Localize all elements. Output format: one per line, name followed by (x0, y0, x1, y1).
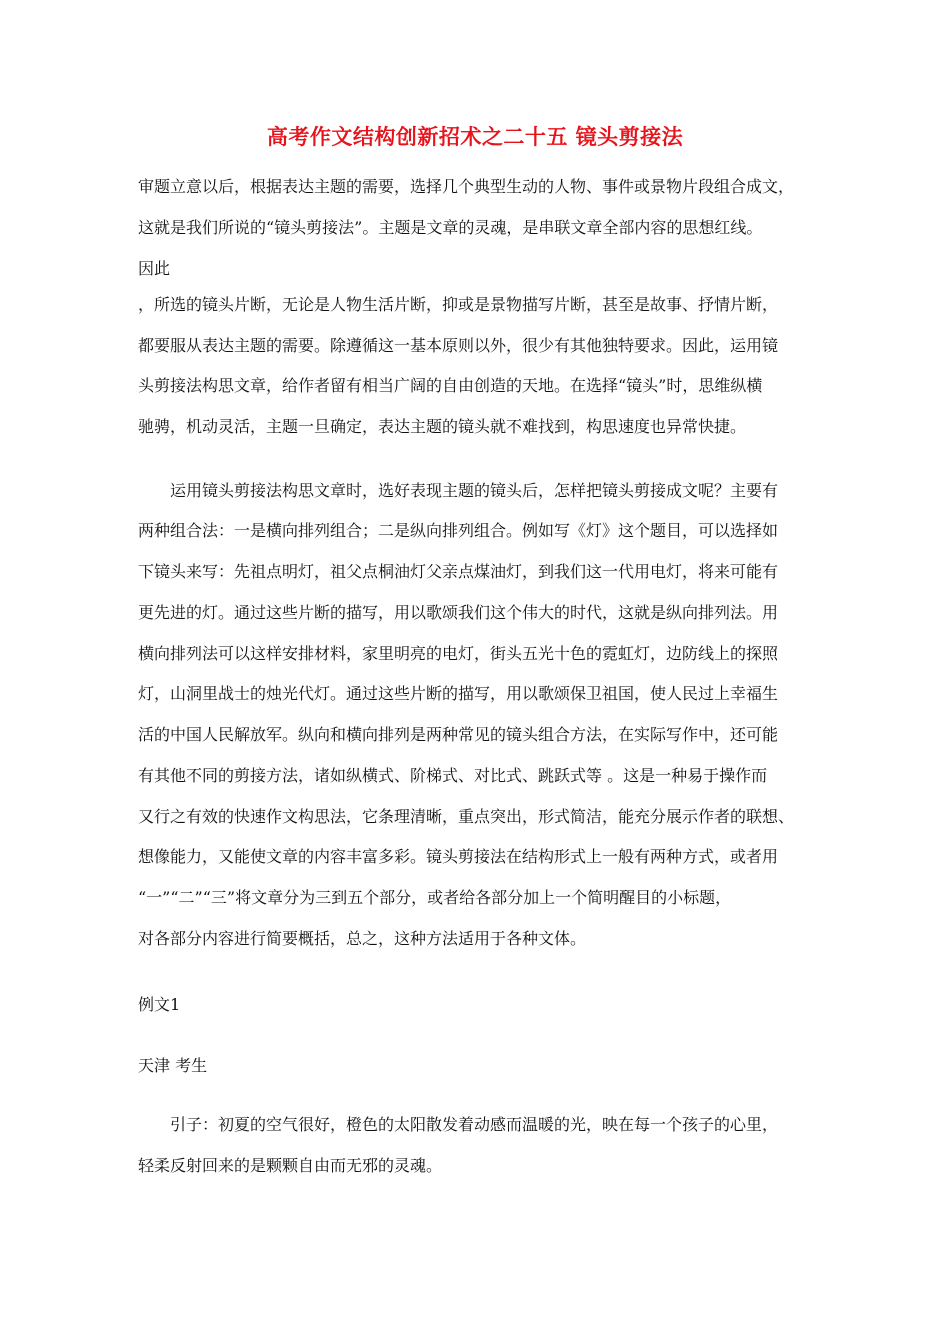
paragraph-line: 有其他不同的剪接方法，诸如纵横式、阶梯式、对比式、跳跃式等 。这是一种易于操作而 (138, 766, 768, 785)
paragraph-line: 这就是我们所说的“镜头剪接法”。主题是文章的灵魂，是串联文章全部内容的思想红线。 (138, 218, 763, 237)
paragraph-line: 横向排列法可以这样安排材料，家里明亮的电灯，街头五光十色的霓虹灯，边防线上的探照 (138, 644, 779, 663)
paragraph-line: 都要服从表达主题的需要。除遵循这一基本原则以外，很少有其他独特要求。因此，运用镜 (138, 336, 779, 355)
paragraph-line: 引子：初夏的空气很好，橙色的太阳散发着动感而温暖的光，映在每一个孩子的心里， (170, 1115, 779, 1134)
paragraph-line: 又行之有效的快速作文构思法，它条理清晰，重点突出，形式简洁，能充分展示作者的联想、 (138, 807, 795, 826)
paragraph-line: 活的中国人民解放军。纵向和横向排列是两种常见的镜头组合方法，在实际写作中，还可能 (138, 725, 779, 744)
paragraph-line: 更先进的灯。通过这些片断的描写，用以歌颂我们这个伟大的时代，这就是纵向排列法。用 (138, 603, 779, 622)
example-heading: 例文1 (138, 995, 181, 1014)
example-author: 天津 考生 (138, 1056, 208, 1075)
document-title: 高考作文结构创新招术之二十五 镜头剪接法 (266, 124, 684, 149)
paragraph-line: 审题立意以后，根据表达主题的需要，选择几个典型生动的人物、事件或景物片段组合成文， (138, 177, 795, 196)
paragraph-line: 运用镜头剪接法构思文章时，选好表现主题的镜头后，怎样把镜头剪接成文呢？主要有 (170, 481, 779, 500)
paragraph-line: 因此 (138, 259, 171, 278)
paragraph-line: 两种组合法：一是横向排列组合；二是纵向排列组合。例如写《灯》这个题目，可以选择如 (138, 521, 779, 540)
paragraph-line: 对各部分内容进行简要概括，总之，这种方法适用于各种文体。 (138, 929, 587, 948)
paragraph-line: ，所选的镜头片断，无论是人物生活片断，抑或是景物描写片断，甚至是故事、抒情片断， (138, 295, 779, 314)
paragraph-line: 驰骋，机动灵活，主题一旦确定，表达主题的镜头就不难找到，构思速度也异常快捷。 (138, 417, 747, 436)
paragraph-line: 灯，山洞里战士的烛光代灯。通过这些片断的描写，用以歌颂保卫祖国，使人民过上幸福生 (138, 684, 779, 703)
paragraph-line: 下镜头来写：先祖点明灯，祖父点桐油灯父亲点煤油灯，到我们这一代用电灯，将来可能有 (138, 562, 779, 581)
paragraph-line: 头剪接法构思文章，给作者留有相当广阔的自由创造的天地。在选择“镜头”时，思维纵横 (138, 376, 763, 395)
paragraph-line: “一”“二”“三”将文章分为三到五个部分，或者给各部分加上一个简明醒目的小标题， (138, 888, 732, 907)
paragraph-line: 轻柔反射回来的是颗颗自由而无邪的灵魂。 (138, 1156, 443, 1175)
paragraph-line: 想像能力，又能使文章的内容丰富多彩。镜头剪接法在结构形式上一般有两种方式，或者用 (138, 847, 779, 866)
